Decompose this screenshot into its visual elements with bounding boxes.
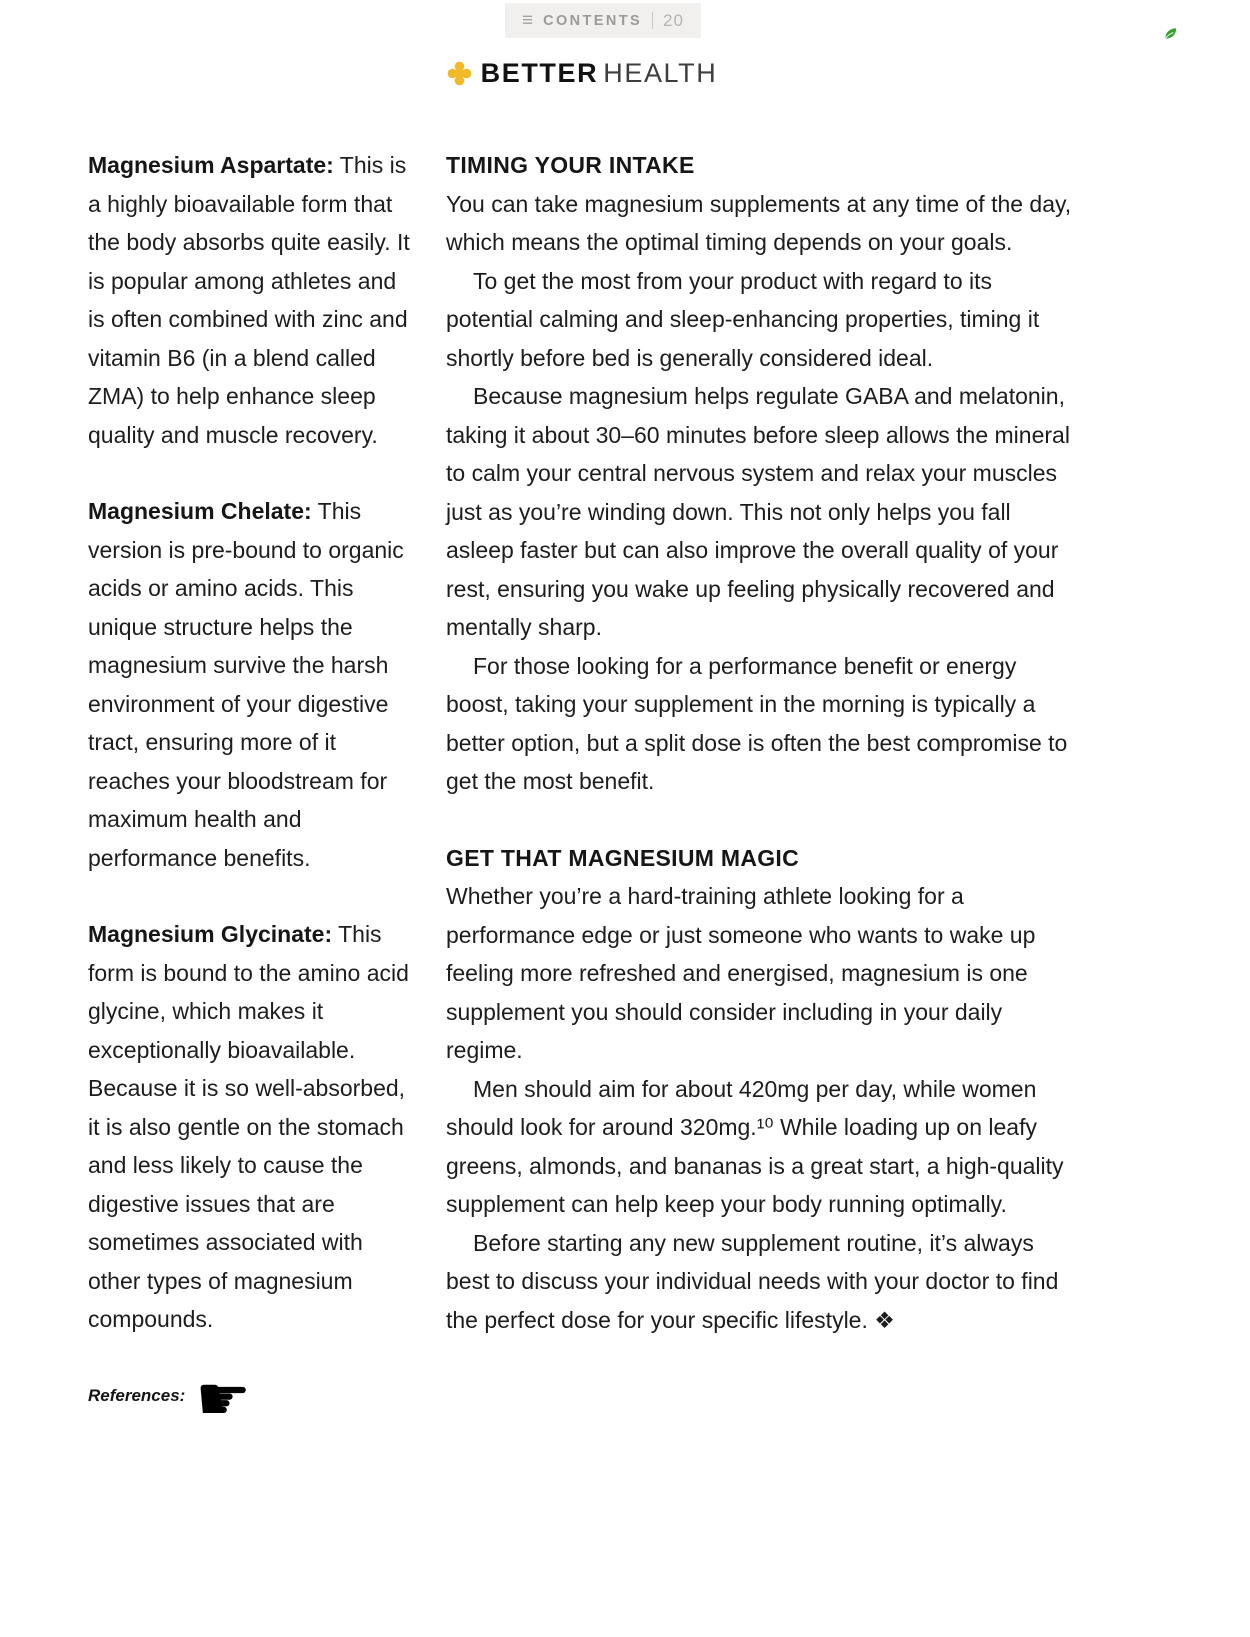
menu-icon: ≡ xyxy=(522,10,534,31)
brand-header xyxy=(88,58,1076,93)
section-magnesium-glycinate xyxy=(88,915,416,1339)
section-title: Magnesium Aspartate: xyxy=(88,152,334,178)
topbar-divider xyxy=(652,12,653,29)
paragraph: To get the most from your product with regard to its potential calming and sleep-enhancing properties, timing it shortly before bed is generally considered ideal. xyxy=(446,267,1040,371)
heading-get-that-magnesium-magic: GET THAT MAGNESIUM MAGIC xyxy=(446,844,800,871)
heading-timing-your-intake: TIMING YOUR INTAKE xyxy=(446,152,695,178)
section-body: This form is bound to the amino acid glycine, which makes it exceptionally bioavailable. Because it is so well-absorbed, it is also gentle on the stomach and less likely to cause the digestive issues that are sometimes associated with other types of magnesium compounds. xyxy=(88,921,409,1332)
paragraph: You can take magnesium supplements at any time of the day, which means the optimal timing depends on your goals. xyxy=(446,190,1072,255)
section-title: Magnesium Glycinate: xyxy=(88,921,333,947)
section-body: This version is pre-bound to organic acids or amino acids. This unique structure helps the magnesium survive the harsh environment of your digestive tract, ensuring more of it reaches your bloodstream for maximum health and performance benefits. xyxy=(88,498,404,871)
paragraph: For those looking for a performance benefit or energy boost, taking your supplement in the morning is typically a better option, but a split dose is often the best compromise to get the most benefit. xyxy=(446,652,1068,794)
brand-name-light: HEALTH xyxy=(603,58,718,88)
pointing-hand-icon[interactable]: ☛ xyxy=(195,1362,251,1436)
paragraph: Because magnesium helps regulate GABA and melatonin, taking it about 30–60 minutes before sleep allows the mineral to calm your central nervous system and relax your muscles just as you’re winding down. This not only helps you fall asleep faster but can also improve the overall quality of your rest, ensuring you wake up feeling physically recovered and mentally sharp. xyxy=(446,383,1070,640)
contents-nav-bar[interactable] xyxy=(505,3,701,38)
paragraph: Whether you’re a hard-training athlete looking for a performance edge or just someone who wants to wake up feeling more refreshed and energised, magnesium is one supplement you should consider including in your daily regime. xyxy=(446,883,1036,1063)
paragraph: Men should aim for about 420mg per day, while women should look for around 320mg.¹⁰ While loading up on leafy greens, almonds, and bananas is a great start, a high-quality supplement can help keep your body running optimally. xyxy=(446,1075,1064,1217)
references-link[interactable] xyxy=(88,1362,416,1436)
plus-flower-icon xyxy=(447,61,472,93)
section-magnesium-chelate xyxy=(88,492,416,877)
paragraph: Before starting any new supplement routine, it’s always best to discuss your individual needs with your doctor to find the perfect dose for your specific lifestyle. ❖ xyxy=(446,1229,1059,1333)
right-column xyxy=(446,146,1074,1415)
references-label: References: xyxy=(88,1385,186,1405)
brand-name-bold: BETTER xyxy=(480,58,599,88)
contents-label: CONTENTS xyxy=(543,12,643,29)
page-number: 20 xyxy=(663,10,684,30)
section-magnesium-aspartate xyxy=(88,146,416,454)
left-column xyxy=(88,146,416,1436)
article-body xyxy=(88,146,1074,1436)
section-title: Magnesium Chelate: xyxy=(88,498,312,524)
section-body: This is a highly bioavailable form that the body absorbs quite easily. It is popular among athletes and is often combined with zinc and vitamin B6 (in a blend called ZMA) to help enhance sleep quality and muscle recovery. xyxy=(88,152,410,448)
green-leaf-icon xyxy=(1163,26,1178,41)
